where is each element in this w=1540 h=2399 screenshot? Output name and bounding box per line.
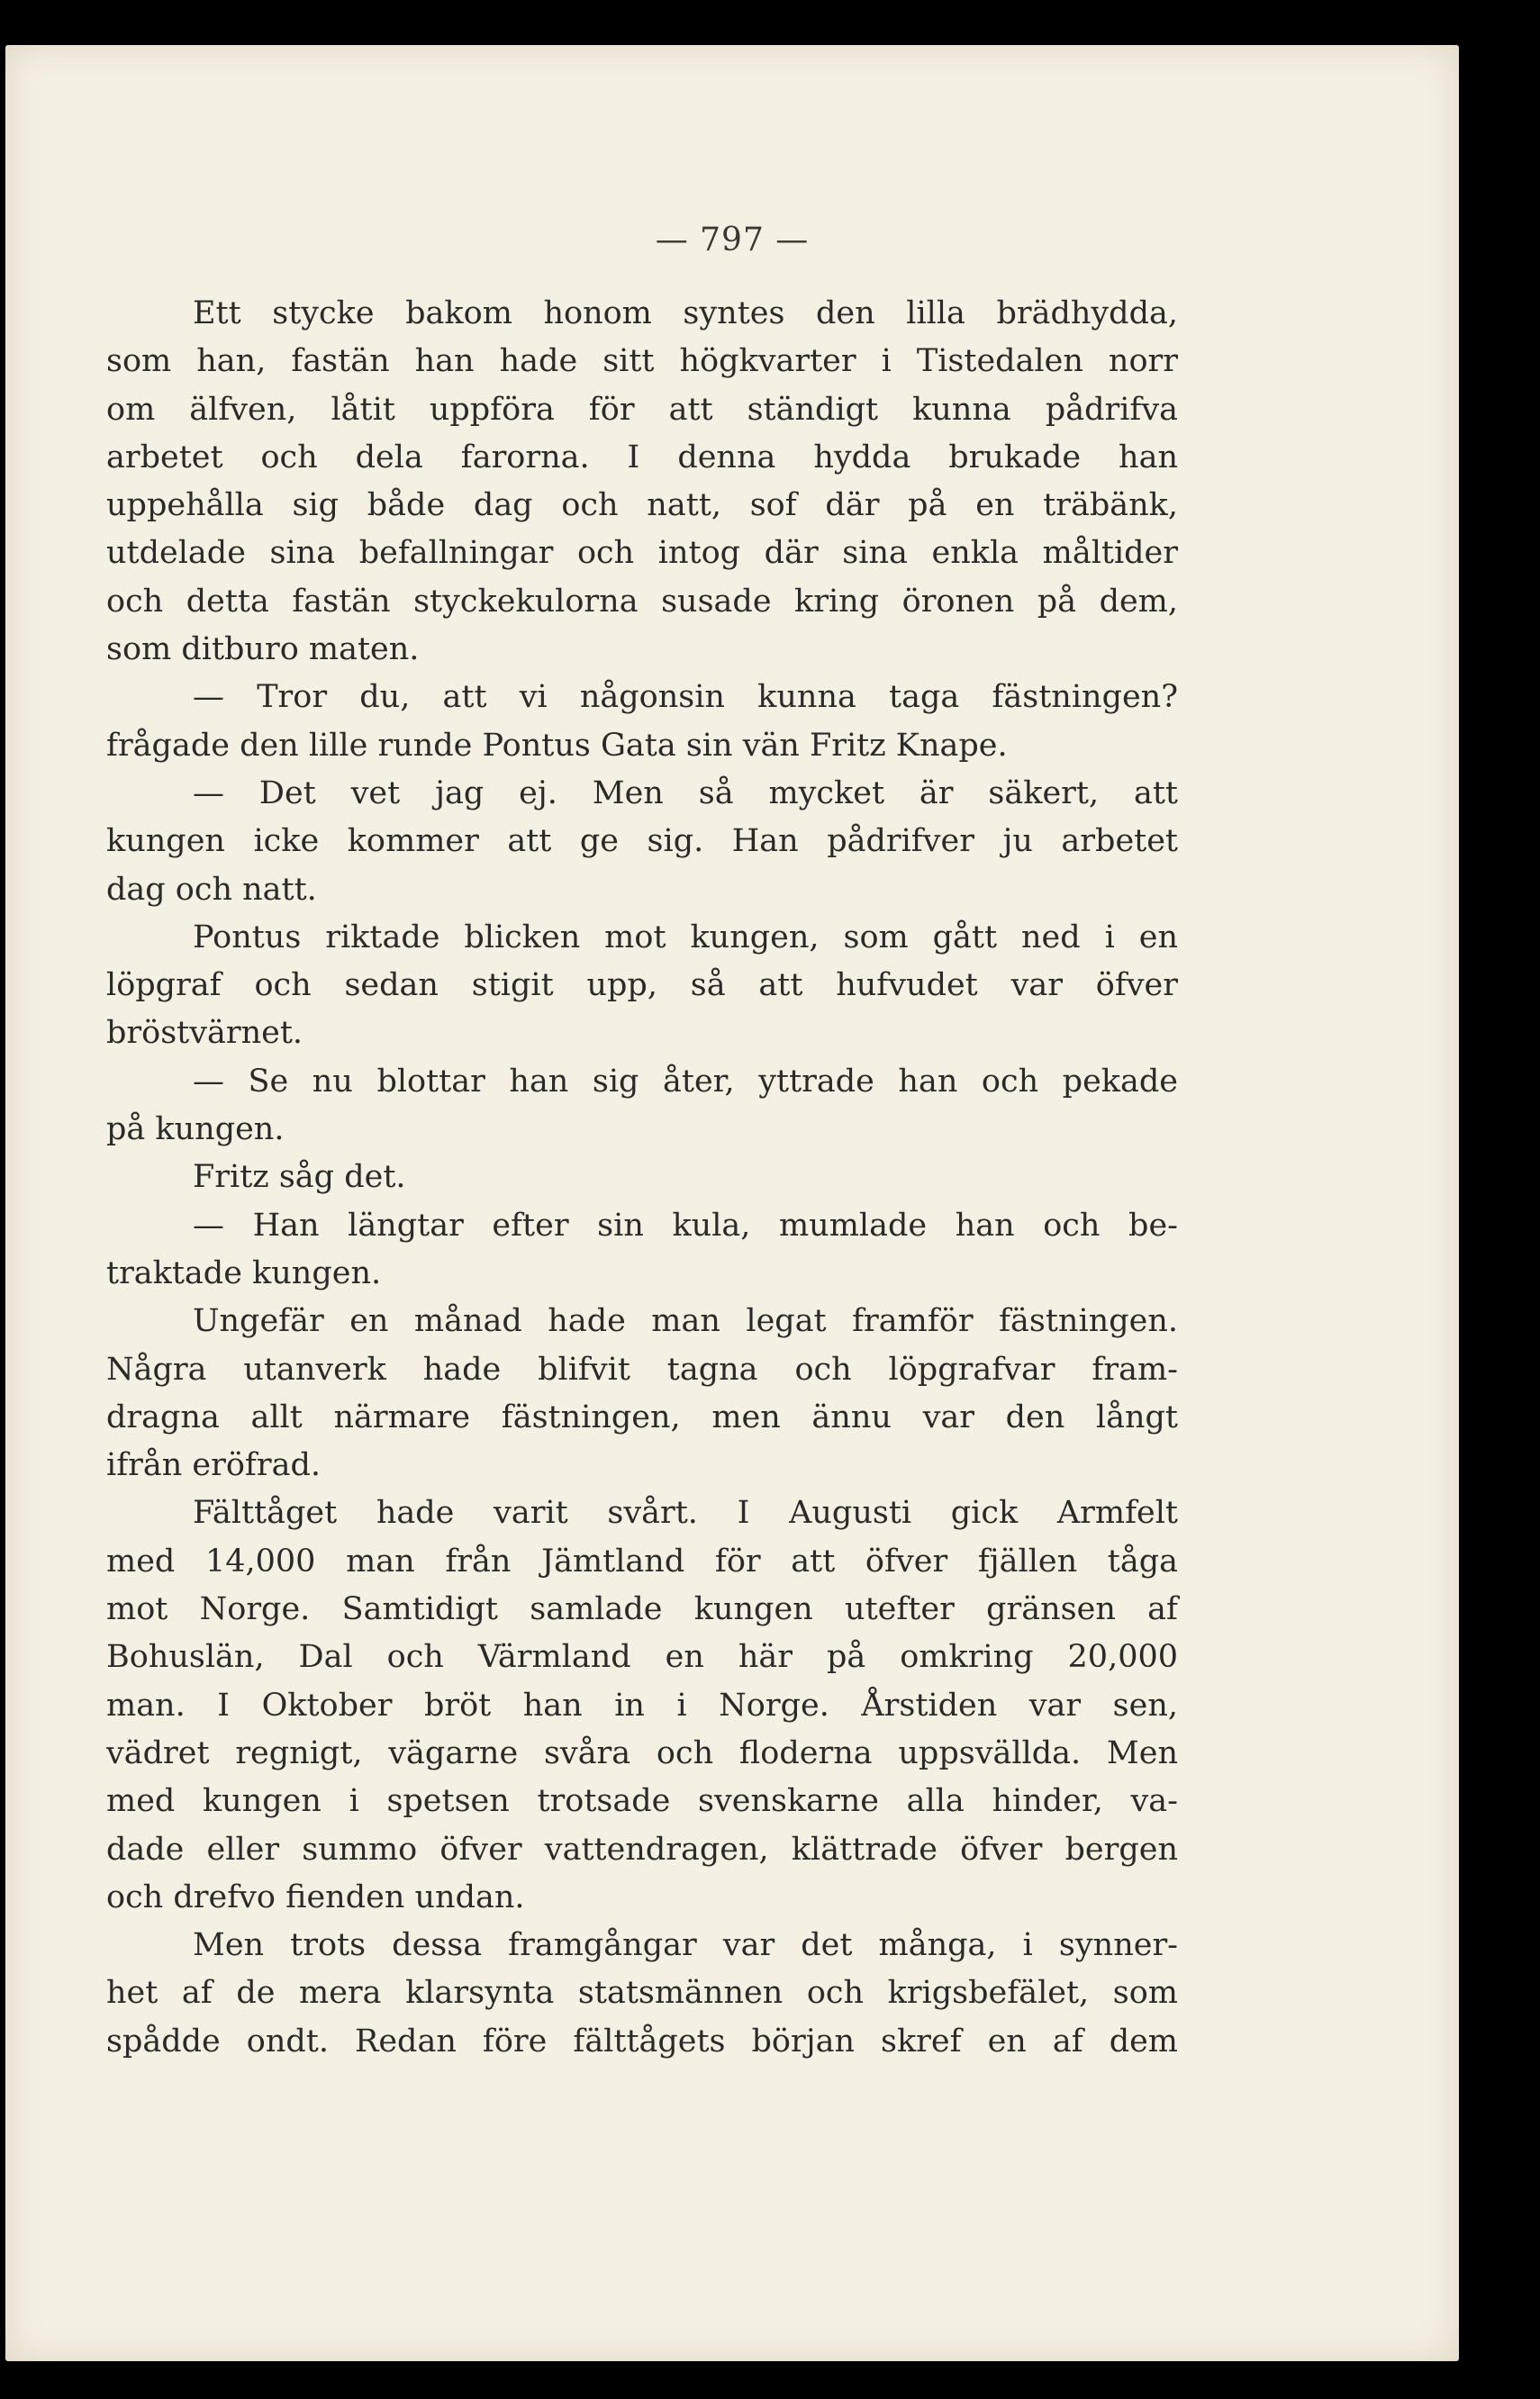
- text-line: och drefvo fienden undan.: [106, 1878, 525, 1915]
- text-line: med kungen i spetsen trotsade svenskarne alla hinder, va-: [106, 1783, 1178, 1820]
- text-line: frågade den lille runde Pontus Gata sin vän Fritz Knape.: [106, 727, 1008, 764]
- text-line: och detta fastän styckekulorna susade kring öronen på dem,: [106, 583, 1178, 620]
- text-line: Fälttåget hade varit svårt. I Augusti gick Armfelt: [193, 1495, 1178, 1532]
- text-line: Några utanverk hade blifvit tagna och löpgrafvar fram-: [106, 1351, 1178, 1388]
- text-line: Ungefär en månad hade man legat framför fästningen.: [193, 1303, 1178, 1340]
- text-line: Fritz såg det.: [193, 1159, 406, 1196]
- text-line: dade eller summo öfver vattendragen, klättrade öfver bergen: [106, 1831, 1178, 1868]
- body-text: [106, 290, 1178, 2066]
- text-line: kungen icke kommer att ge sig. Han pådrifver ju arbetet: [106, 823, 1178, 860]
- text-line: Bohuslän, Dal och Värmland en här på omkring 20,000: [106, 1639, 1178, 1676]
- text-line: man. I Oktober bröt han in i Norge. Årstiden var sen,: [106, 1687, 1178, 1724]
- text-line: uppehålla sig både dag och natt, sof där på en träbänk,: [106, 487, 1178, 524]
- text-line: — Han längtar efter sin kula, mumlade han och be-: [193, 1207, 1178, 1244]
- text-line: dag och natt.: [106, 871, 317, 908]
- text-line: traktade kungen.: [106, 1254, 382, 1291]
- text-line: vädret regnigt, vägarne svåra och floderna uppsvällda. Men: [106, 1734, 1178, 1771]
- text-line: mot Norge. Samtidigt samlade kungen utefter gränsen af: [106, 1591, 1178, 1628]
- page-number: — 797 —: [655, 222, 810, 258]
- text-line: spådde ondt. Redan före fälttågets början skref en af dem: [106, 2023, 1178, 2060]
- text-line: — Se nu blottar han sig åter, yttrade han och pekade: [193, 1063, 1178, 1100]
- text-line: ifrån eröfrad.: [106, 1447, 322, 1484]
- text-line: bröstvärnet.: [106, 1015, 303, 1052]
- text-line: med 14,000 man från Jämtland för att öfver fjällen tåga: [106, 1543, 1178, 1580]
- text-line: Men trots dessa framgångar var det många, i synner-: [193, 1927, 1178, 1964]
- text-line: löpgraf och sedan stigit upp, så att hufvudet var öfver: [106, 967, 1178, 1004]
- text-line: — Det vet jag ej. Men så mycket är säkert, att: [193, 774, 1178, 811]
- text-line: utdelade sina befallningar och intog där sina enkla måltider: [106, 535, 1178, 572]
- text-line: Ett stycke bakom honom syntes den lilla brädhydda,: [193, 295, 1178, 331]
- text-line: Pontus riktade blicken mot kungen, som gått ned i en: [193, 919, 1178, 955]
- text-line: arbetet och dela farorna. I denna hydda brukade han: [106, 439, 1178, 475]
- text-line: — Tror du, att vi någonsin kunna taga fästningen?: [193, 679, 1178, 716]
- text-line: som han, fastän han hade sitt högkvarter i Tistedalen norr: [106, 343, 1178, 380]
- text-line: om älfven, låtit uppföra för att ständigt kunna pådrifva: [106, 391, 1178, 428]
- text-line: på kungen.: [106, 1111, 285, 1148]
- text-line: dragna allt närmare fästningen, men ännu var den långt: [106, 1399, 1178, 1435]
- text-line: het af de mera klarsynta statsmännen och krigsbefälet, som: [106, 1975, 1178, 2012]
- book-page: [5, 45, 1459, 2361]
- text-line: som ditburo maten.: [106, 631, 420, 668]
